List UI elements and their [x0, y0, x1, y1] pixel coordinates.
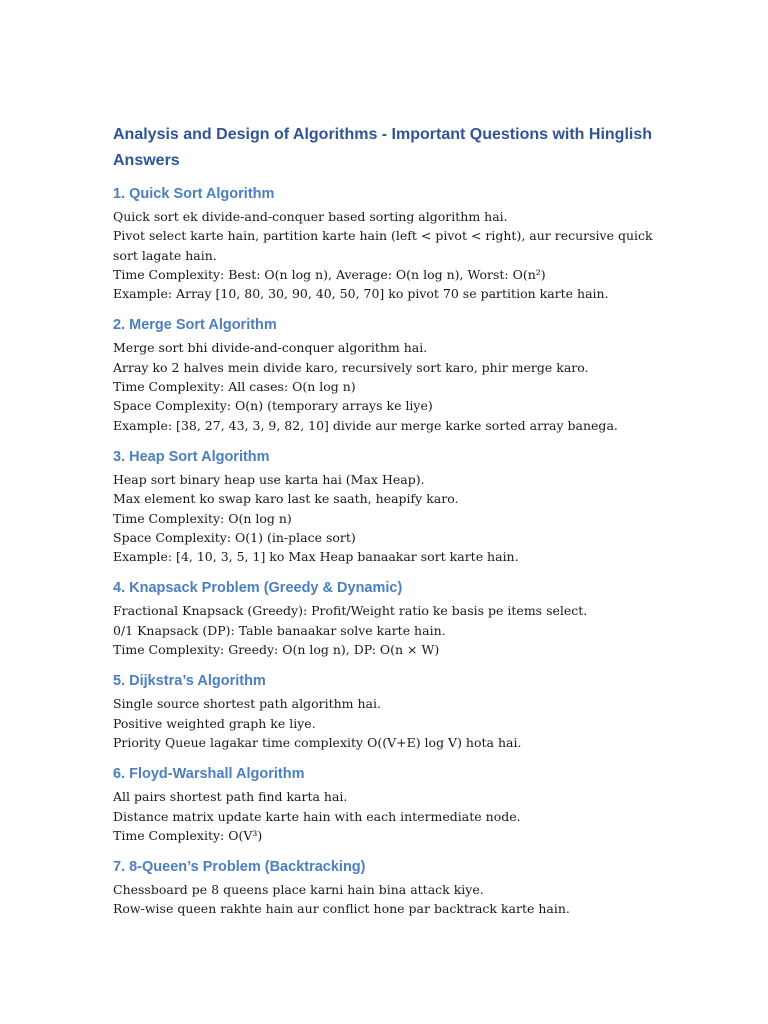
section-text-line: Max element ko swap karo last ke saath, heapify karo. [113, 491, 459, 507]
document-page [113, 122, 657, 931]
section [113, 671, 653, 752]
section [113, 184, 657, 303]
section-heading: 1. Quick Sort Algorithm [113, 186, 275, 202]
section-heading: 2. Merge Sort Algorithm [113, 317, 277, 334]
section-text-line: Example: Array [10, 80, 30, 90, 40, 50, 70] ko pivot 70 se partition karte hain. [113, 286, 609, 302]
section-text-line: Single source shortest path algorithm hai. [113, 696, 381, 712]
section [113, 764, 653, 845]
section-text-line: Positive weighted graph ke liye. [113, 715, 316, 731]
section-text-line: Pivot select karte hain, partition karte hain (left < pivot < right), aur recursive quick sort lagate hain. [113, 228, 657, 263]
section-text-line: Array ko 2 halves mein divide karo, recursively sort karo, phir merge karo. [113, 359, 589, 375]
section-text-line: Time Complexity: O(V³) [113, 827, 263, 843]
section-text-line: Time Complexity: Greedy: O(n log n), DP: O(n × W) [113, 642, 440, 658]
section-text-line: Space Complexity: O(1) (in-place sort) [113, 529, 356, 545]
section-text-line: Priority Queue lagakar time complexity O((V+E) log V) hota hai. [113, 734, 522, 750]
section-text-line: Space Complexity: O(n) (temporary arrays ke liye) [113, 398, 433, 414]
sections-container [113, 184, 657, 919]
section-text-line: Merge sort bhi divide-and-conquer algorithm hai. [113, 340, 428, 356]
section [113, 857, 653, 919]
section-text-line: Row-wise queen rakhte hain aur conflict hone par backtrack karte hain. [113, 901, 570, 917]
section-text-line: Example: [38, 27, 43, 3, 9, 82, 10] divide aur merge karke sorted array banega. [113, 417, 618, 433]
section-heading: 5. Dijkstra’s Algorithm [113, 673, 266, 690]
section [113, 315, 653, 434]
section-heading: 7. 8-Queen’s Problem (Backtracking) [113, 859, 366, 876]
section-text-line: Chessboard pe 8 queens place karni hain bina attack kiye. [113, 882, 484, 898]
section-text-line: Heap sort binary heap use karta hai (Max Heap). [113, 471, 425, 487]
document-title: Analysis and Design of Algorithms - Important Questions with Hinglish Answers [113, 126, 652, 169]
section-text-line: Time Complexity: O(n log n) [113, 510, 292, 526]
section-text-line: Quick sort ek divide-and-conquer based sorting algorithm hai. [113, 209, 508, 224]
section-text-line: Time Complexity: All cases: O(n log n) [113, 379, 356, 395]
section-text-line: Example: [4, 10, 3, 5, 1] ko Max Heap banaakar sort karte hain. [113, 549, 519, 565]
section-text-line: 0/1 Knapsack (DP): Table banaakar solve karte hain. [113, 622, 446, 638]
section [113, 447, 653, 566]
section-text-line: Time Complexity: Best: O(n log n), Average: O(n log n), Worst: O(n²) [113, 266, 546, 282]
section-heading: 3. Heap Sort Algorithm [113, 448, 270, 465]
section-text-line: All pairs shortest path find karta hai. [113, 789, 348, 805]
section [113, 578, 653, 659]
section-heading: 6. Floyd-Warshall Algorithm [113, 766, 305, 783]
section-heading: 4. Knapsack Problem (Greedy & Dynamic) [113, 580, 403, 597]
section-text-line: Fractional Knapsack (Greedy): Profit/Weight ratio ke basis pe items select. [113, 603, 588, 619]
section-text-line: Distance matrix update karte hain with each intermediate node. [113, 808, 521, 824]
